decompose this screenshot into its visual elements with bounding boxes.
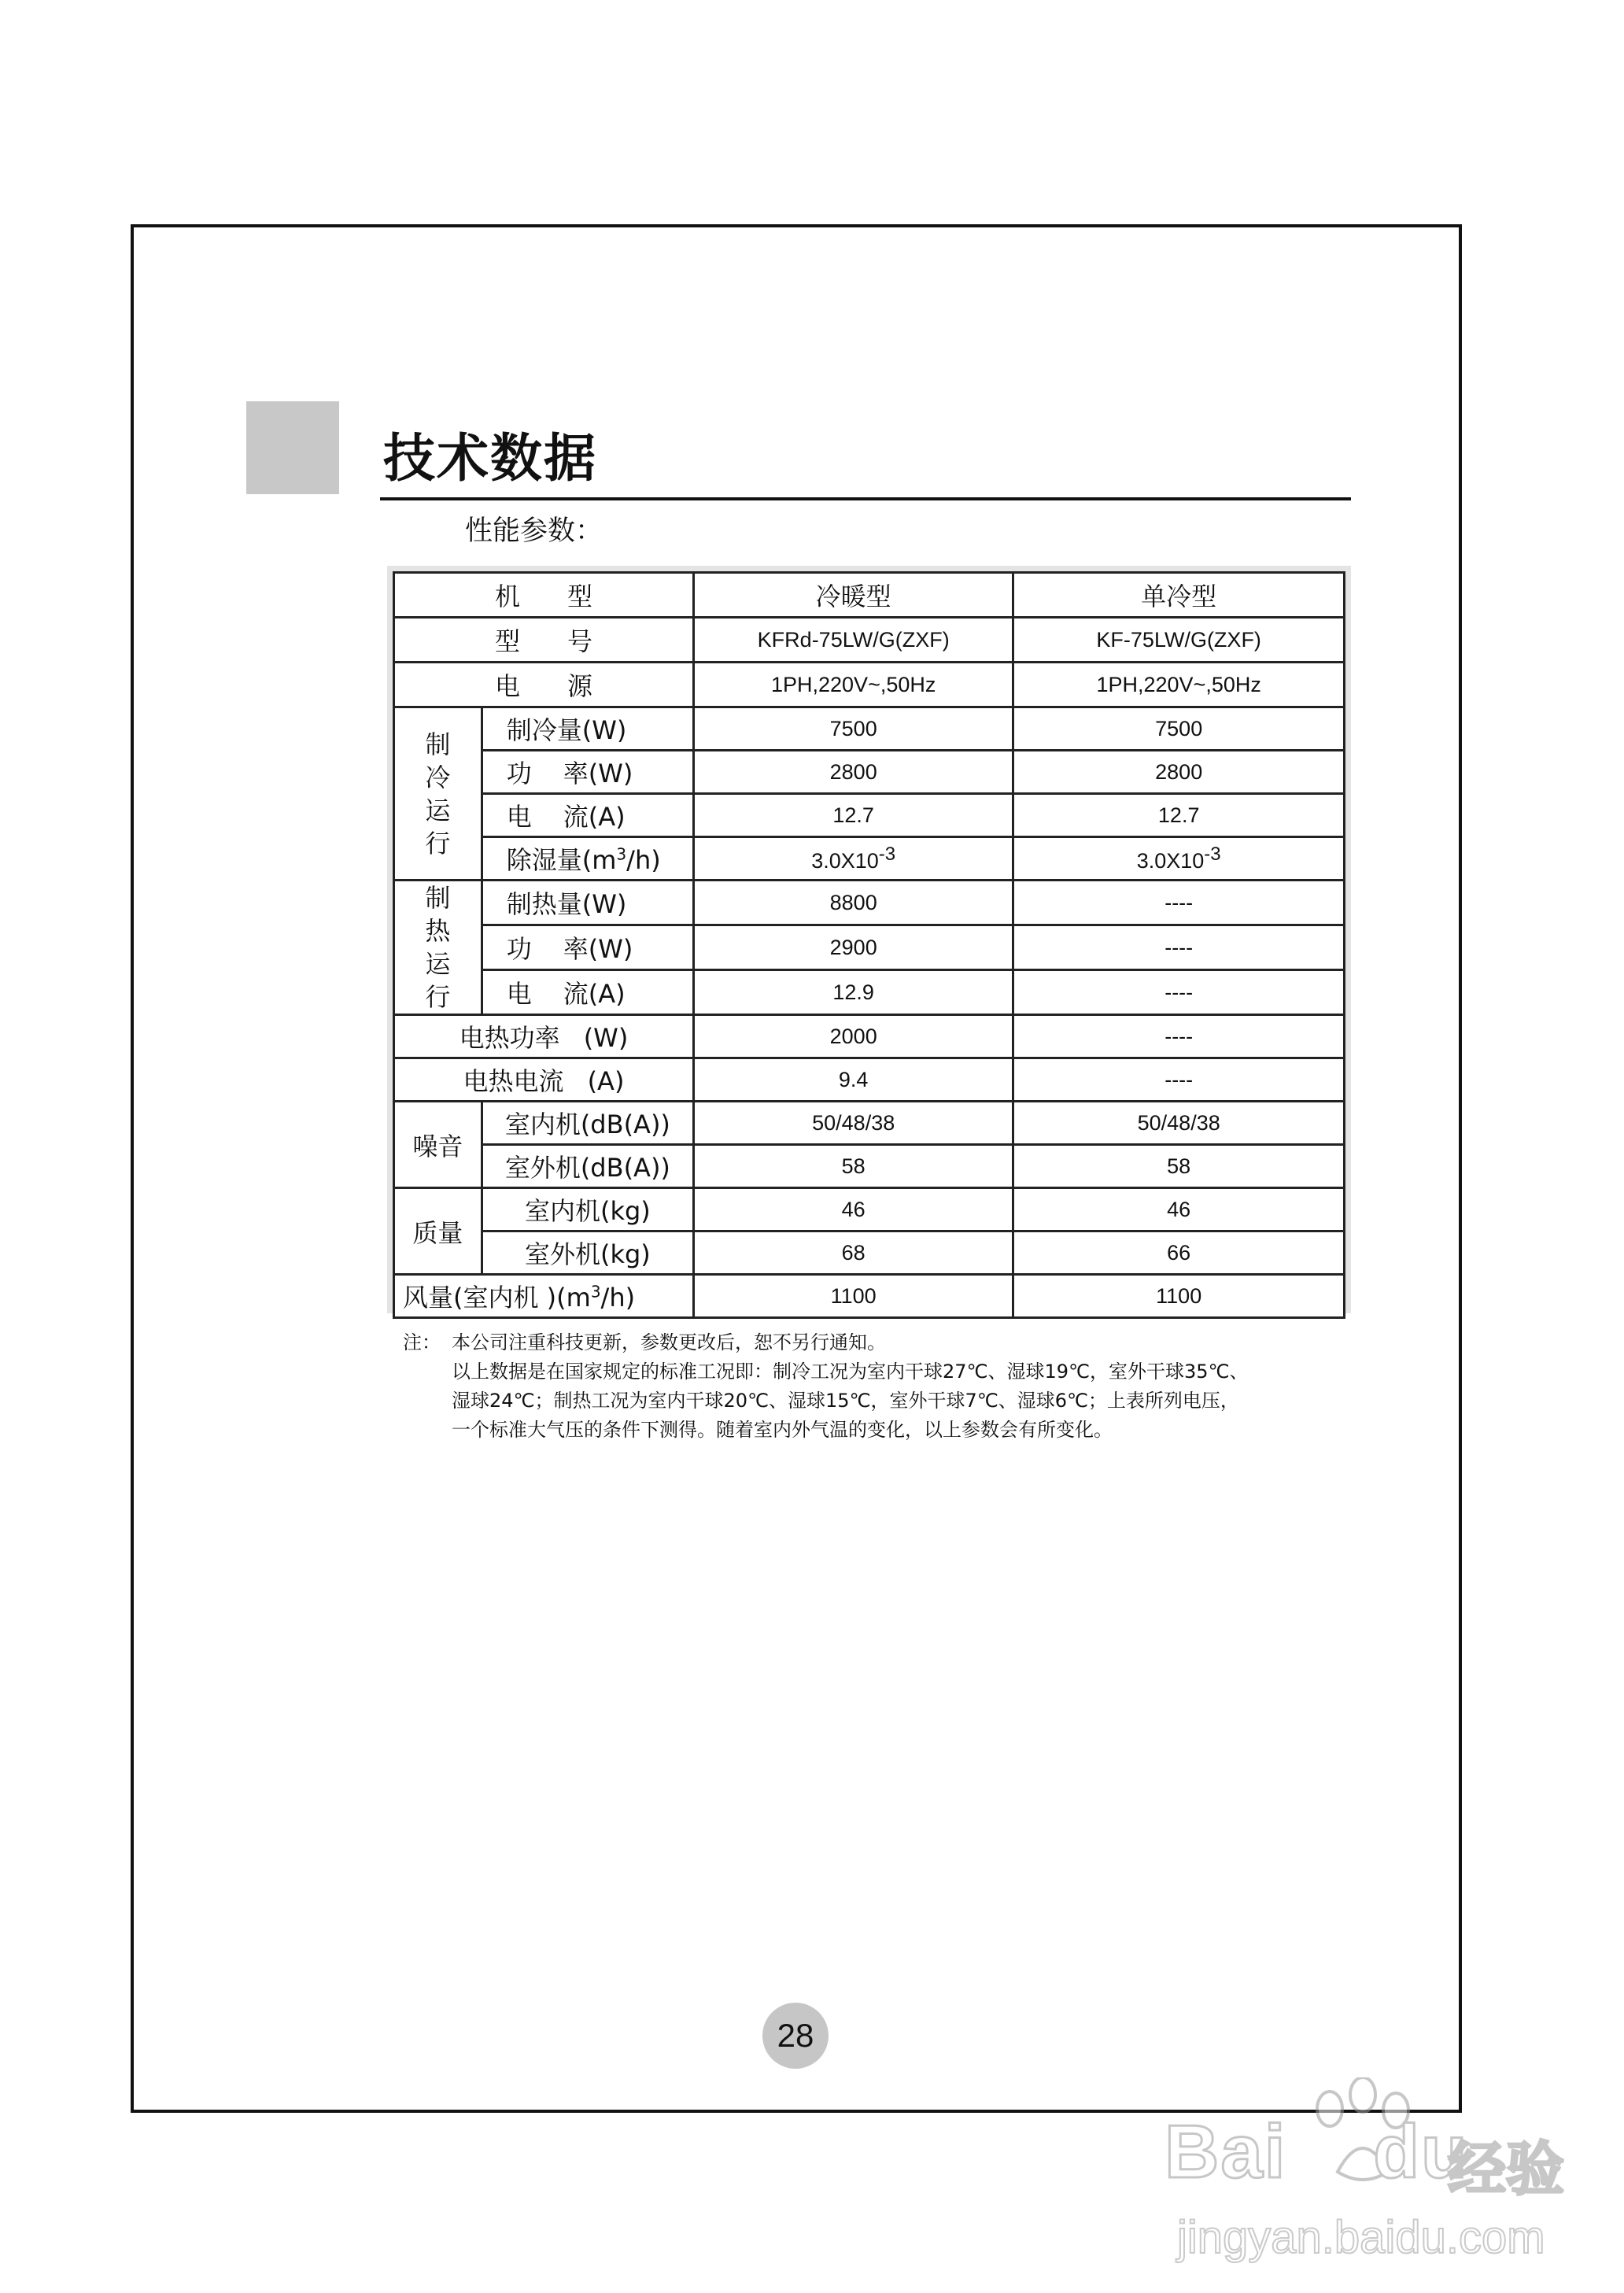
airflow-label — [394, 1275, 694, 1318]
electric-heat-current-a: 9.4 — [693, 1058, 1013, 1102]
heating-current-a: 12.9 — [693, 970, 1013, 1015]
footnote-line-2: 以上数据是在国家规定的标准工况即：制冷工况为室内干球27℃、湿球19℃，室外干球35℃、 — [452, 1361, 1249, 1383]
dehumidification-label — [482, 837, 693, 881]
heating-current-label — [482, 970, 693, 1015]
airflow-label-main: 风量(室内机 )(m — [403, 1283, 591, 1313]
table-row-heating-current — [394, 970, 1345, 1015]
heating-power-label-char: 功 — [506, 934, 532, 964]
header-label-cell — [394, 573, 694, 618]
watermark-brand — [1164, 2109, 1469, 2195]
page-number-badge — [762, 2003, 829, 2069]
spec-table-shadow — [387, 566, 1351, 1313]
electric-heat-power-label — [394, 1015, 694, 1058]
cooling-capacity-b: 7500 — [1013, 707, 1345, 751]
model-value-a: KFRd-75LW/G(ZXF) — [693, 618, 1013, 663]
noise-indoor-b: 50/48/38 — [1013, 1102, 1345, 1145]
cooling-current-label-char: 电 — [506, 802, 532, 832]
electric-heat-current-label-unit: (A) — [587, 1066, 625, 1096]
noise-outdoor-label: 室外机(dB(A)) — [482, 1145, 693, 1188]
dehumid-b-exp: -3 — [1204, 844, 1221, 865]
cooling-power-label-unit: 率(W) — [563, 759, 633, 788]
cooling-current-a: 12.7 — [693, 794, 1013, 837]
baidu-watermark — [1149, 2077, 1605, 2290]
electric-heat-current-label-main: 电热电流 — [463, 1066, 564, 1096]
header-col-heat-pump: 冷暖型 — [693, 573, 1013, 618]
section-marker-block — [246, 401, 339, 494]
cooling-group-char-4: 行 — [425, 828, 451, 858]
table-header-row — [394, 573, 1345, 618]
watermark-brand-tail: du — [1373, 2110, 1469, 2194]
cooling-capacity-a: 7500 — [693, 707, 1013, 751]
table-row-electric-heat-power — [394, 1015, 1345, 1058]
cooling-group-char-3: 运 — [425, 795, 451, 825]
cooling-power-a: 2800 — [693, 751, 1013, 794]
table-row-heating-power — [394, 925, 1345, 970]
model-value-b: KF-75LW/G(ZXF) — [1013, 618, 1345, 663]
mass-outdoor-a: 68 — [693, 1231, 1013, 1275]
heating-power-label — [482, 925, 693, 970]
dehumidification-b — [1013, 837, 1345, 881]
table-row-noise-indoor — [394, 1102, 1345, 1145]
power-supply-label-char-1: 电 — [494, 671, 520, 701]
cooling-power-label — [482, 751, 693, 794]
mass-indoor-a: 46 — [693, 1188, 1013, 1231]
electric-heat-power-b: ---- — [1013, 1015, 1345, 1058]
dehumid-label-tail: /h) — [626, 845, 661, 875]
dehumid-a-base: 3.0X10 — [811, 849, 879, 873]
cooling-group-label — [394, 707, 482, 881]
noise-group-label: 噪音 — [394, 1102, 482, 1188]
dehumid-label-sup: 3 — [616, 844, 627, 864]
heating-power-b: ---- — [1013, 925, 1345, 970]
heating-power-label-unit: 率(W) — [563, 934, 633, 964]
watermark-brand-head: Bai — [1164, 2110, 1287, 2194]
table-row-model — [394, 618, 1345, 663]
electric-heat-current-b: ---- — [1013, 1058, 1345, 1102]
footnote-line-1: 本公司注重科技更新，参数更改后，恕不另行通知。 — [452, 1331, 886, 1353]
header-label-char-1: 机 — [494, 582, 520, 611]
cooling-power-label-char: 功 — [506, 759, 532, 788]
header-label-char-2: 型 — [567, 582, 592, 611]
table-row-airflow — [394, 1275, 1345, 1318]
heating-current-label-unit: 流(A) — [563, 979, 626, 1009]
model-label-cell — [394, 618, 694, 663]
noise-outdoor-b: 58 — [1013, 1145, 1345, 1188]
page-number: 28 — [777, 2017, 814, 2054]
dehumid-label-main: 除湿量(m — [506, 845, 617, 875]
cooling-current-label-unit: 流(A) — [563, 802, 626, 832]
electric-heat-power-label-main: 电热功率 — [459, 1023, 560, 1053]
footnote-line-4: 一个标准大气压的条件下测得。随着室内外气温的变化，以上参数会有所变化。 — [452, 1419, 1113, 1441]
heating-group-char-3: 运 — [425, 949, 451, 979]
cooling-group-char-1: 制 — [425, 729, 451, 759]
noise-indoor-label: 室内机(dB(A)) — [482, 1102, 693, 1145]
cooling-power-b: 2800 — [1013, 751, 1345, 794]
header-col-cool-only: 单冷型 — [1013, 573, 1345, 618]
model-label-char-1: 型 — [494, 626, 520, 656]
electric-heat-power-label-unit: (W) — [583, 1023, 629, 1053]
dehumid-b-base: 3.0X10 — [1136, 849, 1205, 873]
table-row-cooling-current — [394, 794, 1345, 837]
airflow-label-sup: 3 — [590, 1282, 601, 1302]
heating-capacity-a: 8800 — [693, 881, 1013, 925]
footnote — [403, 1328, 1371, 1445]
heating-power-a: 2900 — [693, 925, 1013, 970]
watermark-url: jingyan.baidu.com — [1177, 2212, 1545, 2263]
footnote-first-row — [403, 1328, 1371, 1357]
power-supply-value-a: 1PH,220V~,50Hz — [693, 663, 1013, 707]
heating-capacity-label: 制热量(W) — [482, 881, 693, 925]
heating-group-label — [394, 881, 482, 1015]
page-title: 技术数据 — [383, 428, 597, 489]
noise-indoor-a: 50/48/38 — [693, 1102, 1013, 1145]
dehumid-a-exp: -3 — [878, 844, 896, 865]
power-supply-label-cell — [394, 663, 694, 707]
heating-capacity-b: ---- — [1013, 881, 1345, 925]
table-row-mass-outdoor — [394, 1231, 1345, 1275]
heating-group-char-1: 制 — [425, 883, 451, 913]
electric-heat-current-label — [394, 1058, 694, 1102]
mass-outdoor-label: 室外机(kg) — [482, 1231, 693, 1275]
dehumidification-a — [693, 837, 1013, 881]
airflow-label-tail: /h) — [600, 1283, 636, 1313]
noise-outdoor-a: 58 — [693, 1145, 1013, 1188]
cooling-current-b: 12.7 — [1013, 794, 1345, 837]
mass-outdoor-b: 66 — [1013, 1231, 1345, 1275]
spec-table — [393, 571, 1345, 1319]
heating-current-label-char: 电 — [506, 979, 532, 1009]
table-row-dehumidification — [394, 837, 1345, 881]
heating-group-char-2: 热 — [425, 916, 451, 946]
heating-group-char-4: 行 — [425, 982, 451, 1012]
footnote-line-3: 湿球24℃；制热工况为室内干球20℃、湿球15℃，室外干球7℃、湿球6℃；上表所列电压， — [452, 1390, 1239, 1412]
mass-indoor-label: 室内机(kg) — [482, 1188, 693, 1231]
power-supply-value-b: 1PH,220V~,50Hz — [1013, 663, 1345, 707]
electric-heat-power-a: 2000 — [693, 1015, 1013, 1058]
cooling-group-char-2: 冷 — [425, 762, 451, 792]
watermark-brand-cn: 经验 — [1448, 2136, 1564, 2203]
section-subtitle: 性能参数： — [465, 515, 603, 547]
model-label-char-2: 号 — [567, 626, 592, 656]
table-row-cooling-capacity — [394, 707, 1345, 751]
power-supply-label-char-2: 源 — [567, 671, 592, 701]
heating-current-b: ---- — [1013, 970, 1345, 1015]
table-row-power-supply — [394, 663, 1345, 707]
table-row-electric-heat-current — [394, 1058, 1345, 1102]
title-underline — [380, 497, 1351, 500]
footnote-tag: 注： — [403, 1331, 441, 1353]
cooling-capacity-label: 制冷量(W) — [482, 707, 693, 751]
table-row-heating-capacity — [394, 881, 1345, 925]
table-row-cooling-power — [394, 751, 1345, 794]
table-row-mass-indoor — [394, 1188, 1345, 1231]
table-row-noise-outdoor — [394, 1145, 1345, 1188]
airflow-a: 1100 — [693, 1275, 1013, 1318]
airflow-b: 1100 — [1013, 1275, 1345, 1318]
mass-indoor-b: 46 — [1013, 1188, 1345, 1231]
mass-group-label: 质量 — [394, 1188, 482, 1275]
cooling-current-label — [482, 794, 693, 837]
